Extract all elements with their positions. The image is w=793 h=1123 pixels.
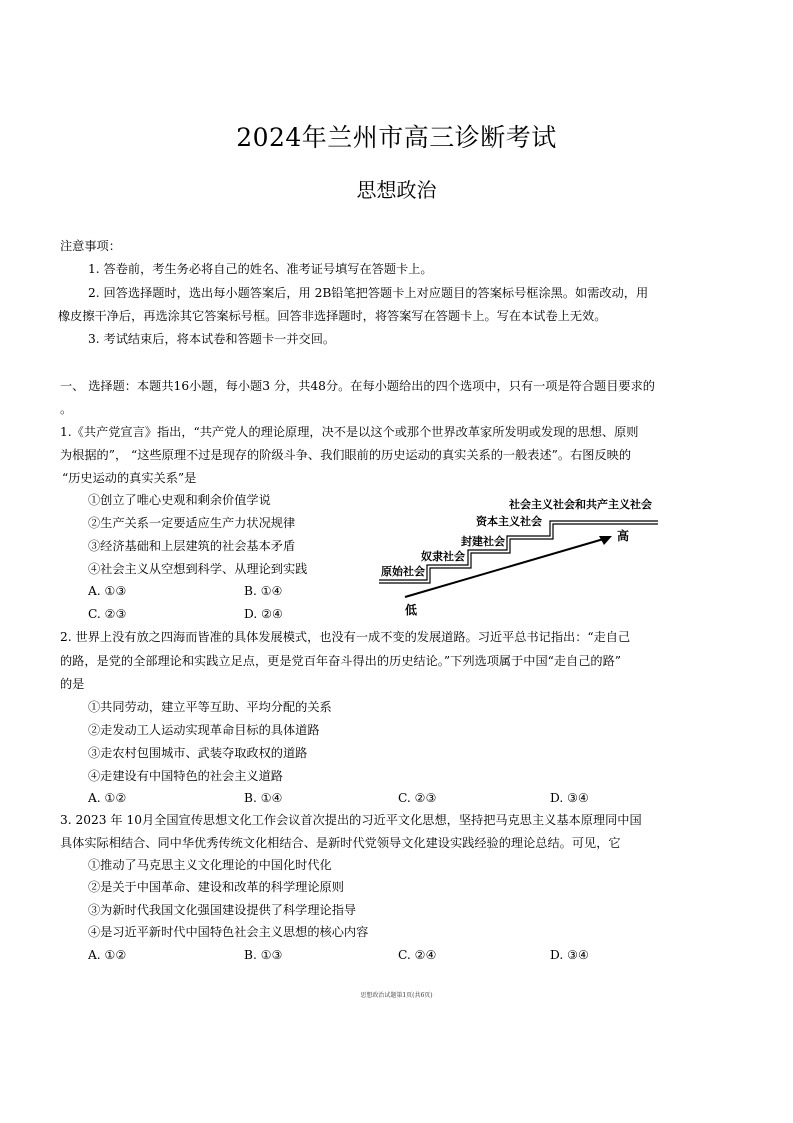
q3-stem-line: 具体实际相结合、同中华优秀传统文化相结合、是新时代党领导文化建设实践经验的理论总结。可见，它 xyxy=(60,836,621,850)
q3-statement: ④是习近平新时代中国特色社会主义思想的核心内容 xyxy=(88,925,369,939)
notice-heading: 注意事项： xyxy=(60,239,121,253)
low-label: 低 xyxy=(405,603,418,617)
step-primitive: 原始社会 xyxy=(381,565,425,578)
q2-statement: ③走农村包围城市、武装夺取政权的道路 xyxy=(88,746,308,760)
notice-item: 2. 回答选择题时，选出每小题答案后，用 2B铅笔把答题卡上对应题目的答案标号框涂黑。如需改动，用 xyxy=(88,286,649,300)
high-label: 高 xyxy=(617,529,630,543)
q2-stem-line: 的路，是党的全部理论和实践立足点，更是党百年奋斗得出的历史结论。”下列选项属于中国“走自己的路” xyxy=(60,654,622,668)
step-slave: 奴隶社会 xyxy=(421,550,465,563)
q1-option-d: D. ②④ xyxy=(244,607,283,621)
q3-statement: ③为新时代我国文化强国建设提供了科学理论指导 xyxy=(88,903,357,917)
page-subtitle: 思想政治 xyxy=(356,178,437,202)
q1-statement: ②生产关系一定要适应生产力状况规律 xyxy=(88,516,296,530)
q1-statement: ④社会主义从空想到科学、从理论到实践 xyxy=(88,562,308,576)
q3-option-d: D. ③④ xyxy=(550,948,589,962)
q3-option-c: C. ②④ xyxy=(398,948,437,962)
q2-statement: ④走建设有中国特色的社会主义道路 xyxy=(88,769,283,783)
q2-statement: ①共同劳动，建立平等互助、平均分配的关系 xyxy=(88,700,332,714)
section-heading: 一、 选择题：本题共16小题，每小题3 分，共48分。在每小题给出的四个选项中，只有一项是符合题目要求的 xyxy=(60,379,655,393)
step-socialist-communist: 社会主义社会和共产主义社会 xyxy=(509,498,652,511)
q2-option-a: A. ①② xyxy=(88,791,127,805)
q2-option-d: D. ③④ xyxy=(550,791,589,805)
section-heading-tail: 。 xyxy=(60,402,73,416)
q3-statement: ①推动了马克思主义文化理论的中国化时代化 xyxy=(88,858,332,872)
page-footer: 思想政治试题第1页(共6页) xyxy=(360,992,433,999)
notice-item: 3. 考试结束后，将本试卷和答题卡一并交回。 xyxy=(88,332,336,346)
q1-option-c: C. ②③ xyxy=(88,607,127,621)
q2-stem-line: 的是 xyxy=(60,677,85,691)
q3-statement: ②是关于中国革命、建设和改革的科学理论原则 xyxy=(88,880,344,894)
q1-stem-line: 1.《共产党宣言》指出，“共产党人的理论原理，决不是以这个或那个世界改革家所发明或发现的思想、原则 xyxy=(60,425,639,439)
q3-option-a: A. ①② xyxy=(88,948,127,962)
page-title: 2024年兰州市高三诊断考试 xyxy=(236,123,557,152)
q2-option-c: C. ②③ xyxy=(398,791,437,805)
q1-statement: ③经济基础和上层建筑的社会基本矛盾 xyxy=(88,539,296,553)
step-feudal: 封建社会 xyxy=(461,535,505,548)
q3-stem-line: 3. 2023 年 10月全国宣传思想文化工作会议首次提出的习近平文化思想，坚持把马克思主义基本原理同中国 xyxy=(60,813,642,827)
q2-statement: ②走发动工人运动实现革命目标的具体道路 xyxy=(88,723,320,737)
q3-option-b: B. ①③ xyxy=(244,948,283,962)
q1-option-b: B. ①④ xyxy=(244,584,283,598)
step-capitalist: 资本主义社会 xyxy=(476,515,542,528)
notice-item: 橡皮擦干净后，再选涂其它答案标号框。回答非选择题时，将答案写在答题卡上。写在本试卷上无效。 xyxy=(58,309,607,323)
q1-stem-line: “历史运动的真实关系”是 xyxy=(62,471,197,485)
q1-statement: ①创立了唯心史观和剩余价值学说 xyxy=(88,493,271,507)
q1-staircase-figure xyxy=(375,490,675,620)
q1-option-a: A. ①③ xyxy=(88,584,127,598)
q2-stem-line: 2. 世界上没有放之四海而皆准的具体发展模式，也没有一成不变的发展道路。习近平总书记指出：“走自己 xyxy=(60,630,631,644)
notice-item: 1. 答卷前，考生务必将自己的姓名、准考证号填写在答题卡上。 xyxy=(88,262,433,276)
q2-option-b: B. ①④ xyxy=(244,791,283,805)
q1-stem-line: 为根据的”， “这些原理不过是现存的阶级斗争、我们眼前的历史运动的真实关系的一般表述”。右图反映的 xyxy=(60,448,632,462)
